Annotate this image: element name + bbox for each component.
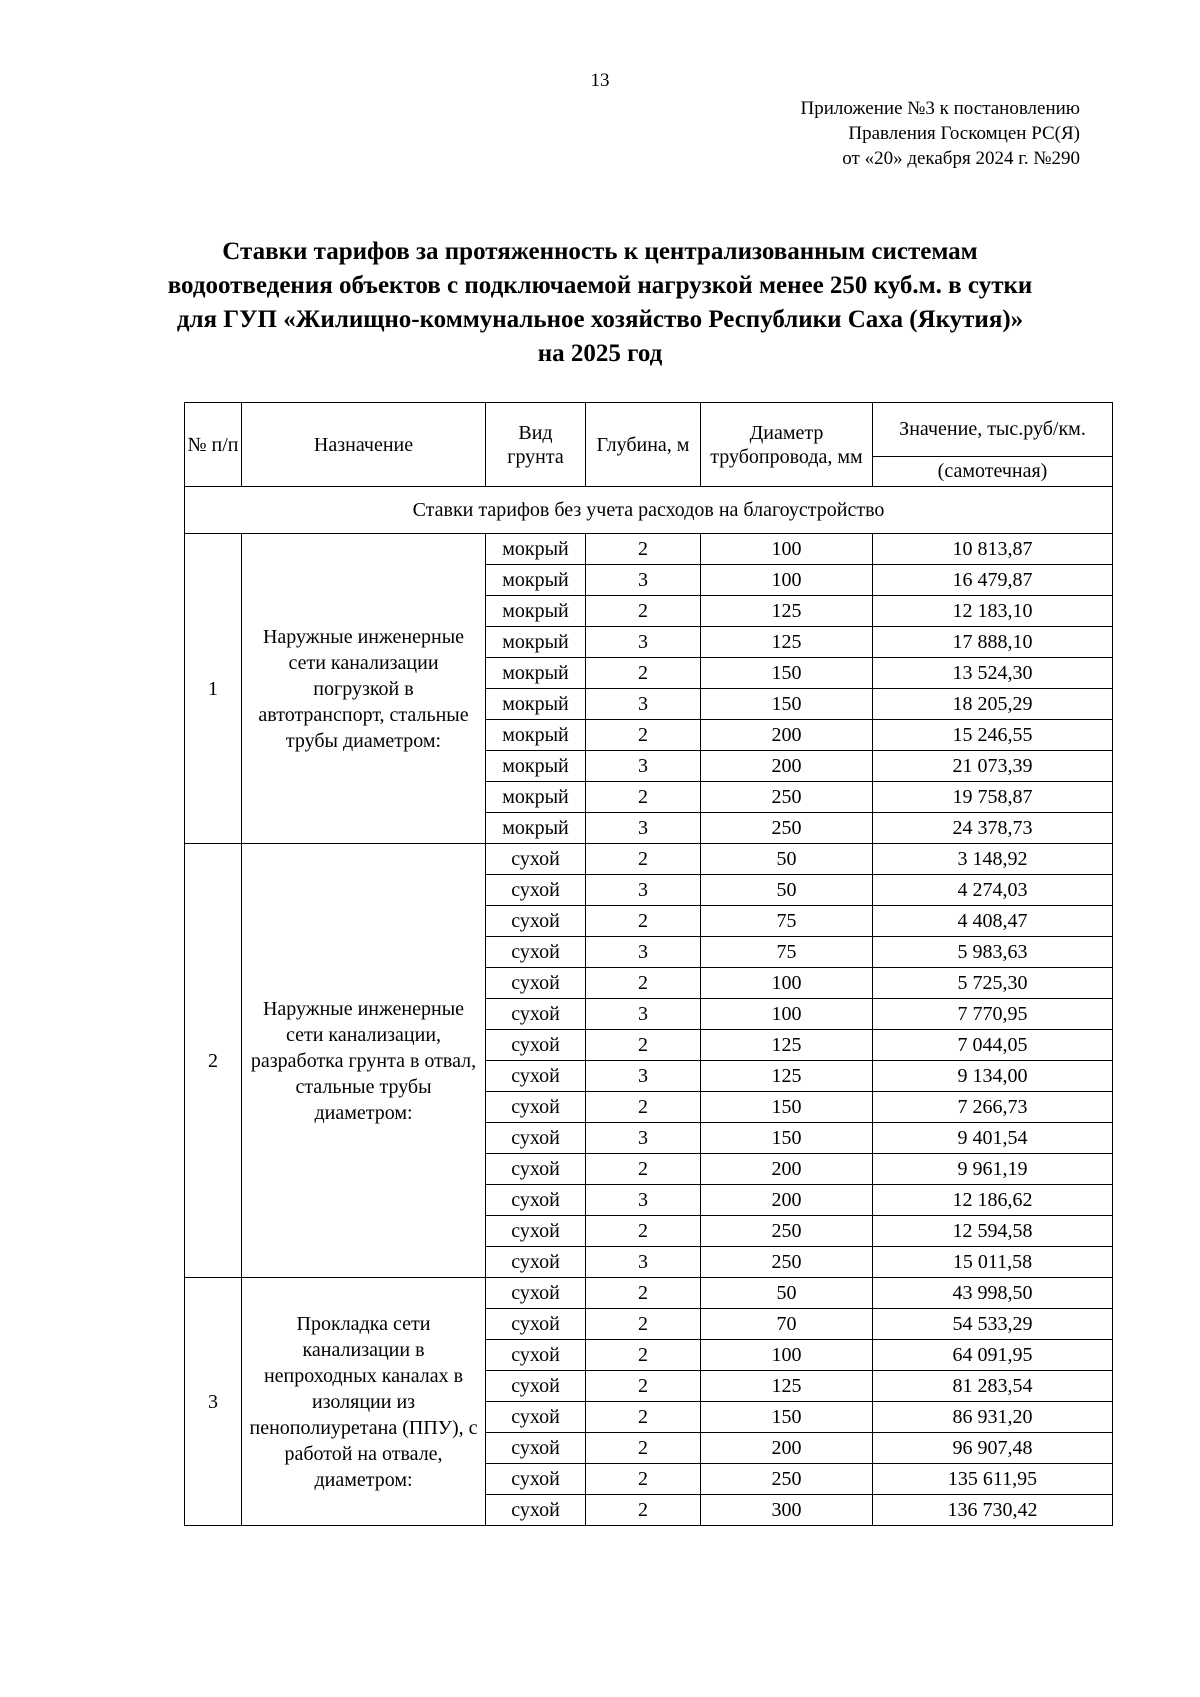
cell-depth: 3	[586, 813, 701, 844]
cell-value: 96 907,48	[873, 1433, 1113, 1464]
cell-value: 9 401,54	[873, 1123, 1113, 1154]
cell-value: 15 246,55	[873, 720, 1113, 751]
cell-value: 5 725,30	[873, 968, 1113, 999]
cell-soil: мокрый	[486, 813, 586, 844]
header-diameter: Диаметр трубопровода, мм	[701, 403, 873, 487]
cell-soil: мокрый	[486, 751, 586, 782]
cell-depth: 3	[586, 1247, 701, 1278]
cell-soil: мокрый	[486, 596, 586, 627]
cell-value: 15 011,58	[873, 1247, 1113, 1278]
cell-depth: 2	[586, 782, 701, 813]
row-group-number: 2	[185, 844, 242, 1278]
cell-depth: 2	[586, 1371, 701, 1402]
cell-depth: 2	[586, 968, 701, 999]
cell-soil: сухой	[486, 1154, 586, 1185]
table-row	[185, 534, 1113, 565]
annex-line: Правления Госкомцен РС(Я)	[848, 123, 1080, 144]
cell-depth: 3	[586, 999, 701, 1030]
cell-diameter: 100	[701, 1340, 873, 1371]
header-value: Значение, тыс.руб/км.	[873, 403, 1113, 457]
cell-diameter: 250	[701, 1216, 873, 1247]
cell-soil: сухой	[486, 1309, 586, 1340]
cell-value: 17 888,10	[873, 627, 1113, 658]
cell-soil: сухой	[486, 999, 586, 1030]
cell-value: 12 594,58	[873, 1216, 1113, 1247]
cell-depth: 2	[586, 534, 701, 565]
cell-value: 19 758,87	[873, 782, 1113, 813]
table-row	[185, 1278, 1113, 1309]
header-depth: Глубина, м	[586, 403, 701, 487]
cell-soil: сухой	[486, 1123, 586, 1154]
cell-soil: мокрый	[486, 689, 586, 720]
cell-value: 12 183,10	[873, 596, 1113, 627]
cell-value: 3 148,92	[873, 844, 1113, 875]
title-line: водоотведения объектов с подключаемой нагрузкой менее 250 куб.м. в сутки	[167, 272, 1033, 299]
page-number: 13	[590, 70, 610, 91]
cell-diameter: 125	[701, 1061, 873, 1092]
cell-soil: сухой	[486, 937, 586, 968]
cell-value: 135 611,95	[873, 1464, 1113, 1495]
cell-diameter: 50	[701, 875, 873, 906]
cell-depth: 3	[586, 875, 701, 906]
cell-value: 86 931,20	[873, 1402, 1113, 1433]
cell-soil: сухой	[486, 1495, 586, 1526]
cell-value: 43 998,50	[873, 1278, 1113, 1309]
cell-diameter: 125	[701, 1371, 873, 1402]
cell-soil: мокрый	[486, 720, 586, 751]
cell-value: 21 073,39	[873, 751, 1113, 782]
cell-depth: 2	[586, 596, 701, 627]
cell-depth: 2	[586, 720, 701, 751]
cell-diameter: 100	[701, 968, 873, 999]
annex-reference	[801, 96, 1080, 171]
cell-value: 9 961,19	[873, 1154, 1113, 1185]
header-purpose: Назначение	[242, 403, 486, 487]
cell-depth: 3	[586, 937, 701, 968]
cell-depth: 3	[586, 689, 701, 720]
annex-line: Приложение №3 к постановлению	[800, 98, 1080, 119]
cell-soil: мокрый	[486, 782, 586, 813]
cell-diameter: 200	[701, 1154, 873, 1185]
cell-soil: сухой	[486, 1061, 586, 1092]
cell-soil: мокрый	[486, 627, 586, 658]
cell-soil: сухой	[486, 1278, 586, 1309]
cell-depth: 2	[586, 1278, 701, 1309]
cell-depth: 3	[586, 1185, 701, 1216]
cell-soil: мокрый	[486, 658, 586, 689]
cell-depth: 2	[586, 658, 701, 689]
cell-soil: сухой	[486, 844, 586, 875]
tariff-table	[184, 402, 1113, 1526]
cell-depth: 3	[586, 627, 701, 658]
cell-diameter: 300	[701, 1495, 873, 1526]
cell-depth: 3	[586, 565, 701, 596]
cell-value: 54 533,29	[873, 1309, 1113, 1340]
cell-diameter: 100	[701, 565, 873, 596]
cell-diameter: 250	[701, 782, 873, 813]
cell-depth: 2	[586, 906, 701, 937]
cell-soil: сухой	[486, 1402, 586, 1433]
cell-value: 13 524,30	[873, 658, 1113, 689]
cell-diameter: 50	[701, 1278, 873, 1309]
cell-soil: сухой	[486, 1464, 586, 1495]
cell-soil: сухой	[486, 1340, 586, 1371]
title-line: на 2025 год	[537, 340, 663, 367]
cell-depth: 2	[586, 844, 701, 875]
cell-value: 16 479,87	[873, 565, 1113, 596]
cell-soil: сухой	[486, 1247, 586, 1278]
cell-depth: 2	[586, 1402, 701, 1433]
section-title: Ставки тарифов без учета расходов на благоустройство	[185, 487, 1113, 534]
header-soil: Вид грунта	[486, 403, 586, 487]
cell-depth: 3	[586, 1123, 701, 1154]
cell-diameter: 100	[701, 999, 873, 1030]
cell-diameter: 125	[701, 596, 873, 627]
cell-diameter: 250	[701, 813, 873, 844]
cell-depth: 2	[586, 1030, 701, 1061]
cell-value: 136 730,42	[873, 1495, 1113, 1526]
cell-value: 12 186,62	[873, 1185, 1113, 1216]
cell-diameter: 150	[701, 1092, 873, 1123]
cell-value: 18 205,29	[873, 689, 1113, 720]
cell-diameter: 125	[701, 1030, 873, 1061]
cell-value: 5 983,63	[873, 937, 1113, 968]
title-line: для ГУП «Жилищно-коммунальное хозяйство Республики Саха (Якутия)»	[176, 306, 1024, 333]
cell-diameter: 150	[701, 689, 873, 720]
cell-soil: сухой	[486, 968, 586, 999]
row-group-purpose: Прокладка сети канализации в непроходных каналах в изоляции из пенополиуретана (ППУ), с работой на отвале, диаметром:	[242, 1278, 486, 1526]
header-value-sub: (самотечная)	[873, 456, 1113, 486]
cell-depth: 2	[586, 1340, 701, 1371]
cell-depth: 2	[586, 1092, 701, 1123]
document-title	[150, 235, 1050, 371]
cell-depth: 2	[586, 1154, 701, 1185]
cell-diameter: 125	[701, 627, 873, 658]
cell-soil: сухой	[486, 875, 586, 906]
cell-soil: сухой	[486, 1092, 586, 1123]
row-group-purpose: Наружные инженерные сети канализации, разработка грунта в отвал, стальные трубы диаметром:	[242, 844, 486, 1278]
cell-diameter: 75	[701, 906, 873, 937]
cell-depth: 3	[586, 1061, 701, 1092]
cell-diameter: 200	[701, 720, 873, 751]
cell-diameter: 200	[701, 1185, 873, 1216]
cell-soil: мокрый	[486, 534, 586, 565]
cell-soil: сухой	[486, 906, 586, 937]
cell-diameter: 75	[701, 937, 873, 968]
cell-depth: 2	[586, 1495, 701, 1526]
cell-value: 9 134,00	[873, 1061, 1113, 1092]
cell-value: 4 274,03	[873, 875, 1113, 906]
cell-diameter: 150	[701, 1402, 873, 1433]
title-line: Ставки тарифов за протяженность к централизованным системам	[222, 238, 978, 265]
cell-soil: сухой	[486, 1433, 586, 1464]
cell-diameter: 250	[701, 1247, 873, 1278]
cell-diameter: 250	[701, 1464, 873, 1495]
cell-soil: мокрый	[486, 565, 586, 596]
cell-soil: сухой	[486, 1371, 586, 1402]
row-group-purpose: Наружные инженерные сети канализации погрузкой в автотранспорт, стальные трубы диаметром:	[242, 534, 486, 844]
annex-line: от «20» декабря 2024 г. №290	[842, 148, 1080, 169]
table-row	[185, 844, 1113, 875]
row-group-number: 1	[185, 534, 242, 844]
cell-value: 4 408,47	[873, 906, 1113, 937]
cell-diameter: 70	[701, 1309, 873, 1340]
cell-value: 7 044,05	[873, 1030, 1113, 1061]
cell-depth: 3	[586, 751, 701, 782]
cell-soil: сухой	[486, 1216, 586, 1247]
cell-diameter: 150	[701, 658, 873, 689]
cell-value: 64 091,95	[873, 1340, 1113, 1371]
cell-diameter: 100	[701, 534, 873, 565]
cell-depth: 2	[586, 1433, 701, 1464]
row-group-number: 3	[185, 1278, 242, 1526]
cell-value: 7 770,95	[873, 999, 1113, 1030]
cell-diameter: 200	[701, 1433, 873, 1464]
cell-soil: сухой	[486, 1030, 586, 1061]
cell-depth: 2	[586, 1309, 701, 1340]
cell-diameter: 150	[701, 1123, 873, 1154]
cell-value: 7 266,73	[873, 1092, 1113, 1123]
cell-value: 81 283,54	[873, 1371, 1113, 1402]
cell-diameter: 200	[701, 751, 873, 782]
cell-value: 24 378,73	[873, 813, 1113, 844]
cell-soil: сухой	[486, 1185, 586, 1216]
cell-depth: 2	[586, 1216, 701, 1247]
header-num: № п/п	[185, 403, 242, 487]
cell-value: 10 813,87	[873, 534, 1113, 565]
cell-depth: 2	[586, 1464, 701, 1495]
cell-diameter: 50	[701, 844, 873, 875]
